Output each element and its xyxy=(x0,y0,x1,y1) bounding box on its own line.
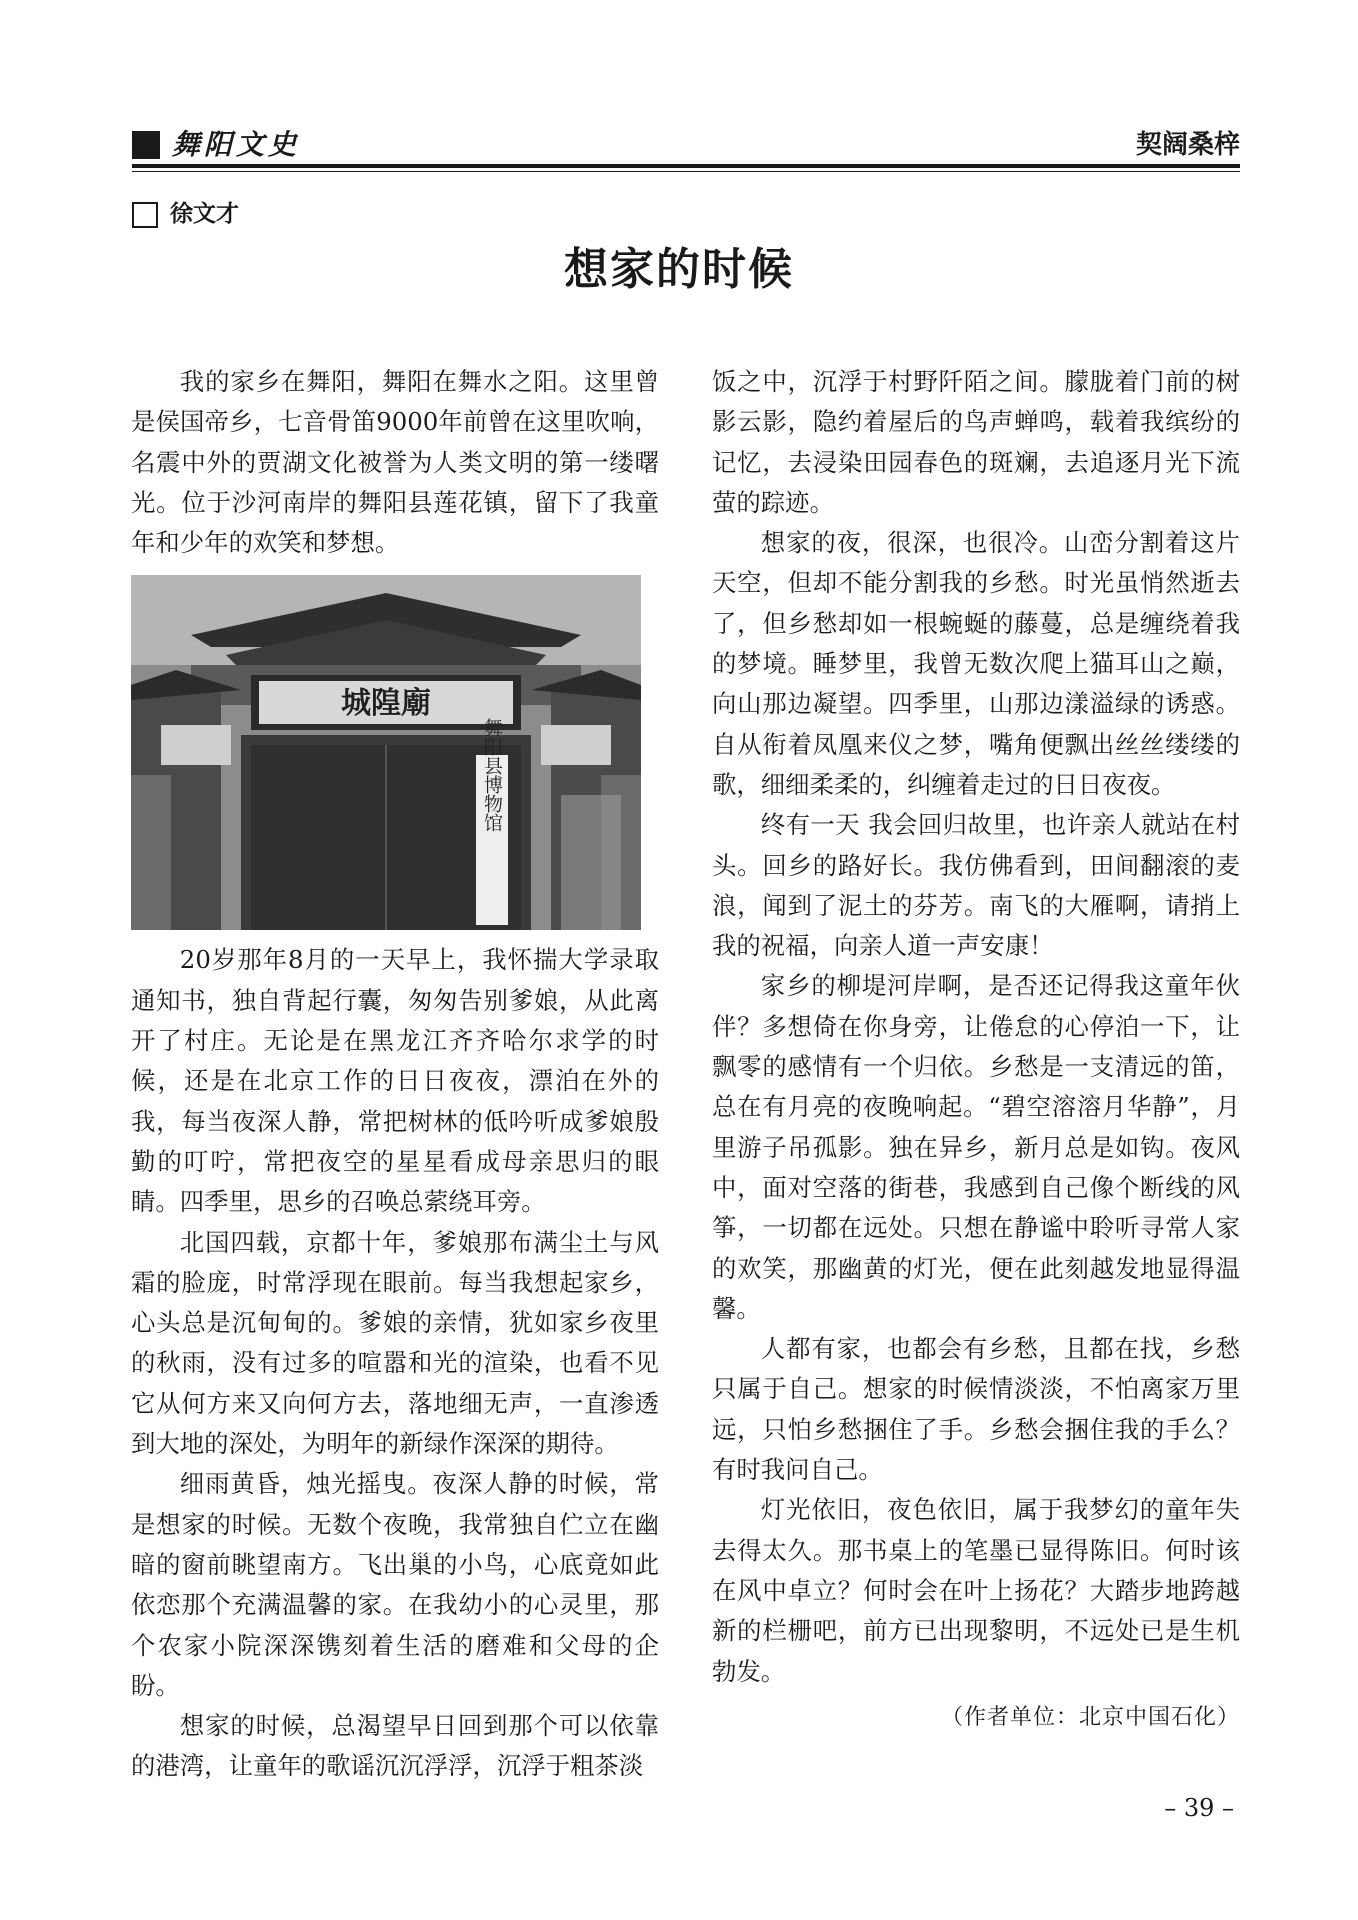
paragraph: 我的家乡在舞阳，舞阳在舞水之阳。这里曾是侯国帝乡，七音骨笛9000年前曾在这里吹响，名震中外的贾湖文化被誉为人类文明的第一缕曙光。位于沙河南岸的舞阳县莲花镇，留下了我童年和少年的欢笑和梦想。 xyxy=(131,367,659,558)
paragraph: 终有一天 我会回归故里，也许亲人就站在村头。回乡的路好长。我仿佛看到，田间翻滚的麦浪，闻到了泥土的芬芳。南飞的大雁啊，请捎上我的祝福，向亲人道一声安康！ xyxy=(712,810,1240,961)
temple-gate-photo xyxy=(131,575,641,930)
header-rule-thick xyxy=(132,164,1240,168)
paragraph-continued: 饭之中，沉浮于村野阡陌之间。朦胧着门前的树影云影，隐约着屋后的鸟声蝉鸣，载着我缤纷的记忆，去浸染田园春色的斑斓，去追逐月光下流萤的踪迹。 xyxy=(712,367,1240,517)
author-box-mark xyxy=(132,202,158,228)
author-name: 徐文才 xyxy=(170,201,239,227)
left-column xyxy=(131,362,659,1787)
paragraph: 灯光依旧，夜色依旧，属于我梦幻的童年失去得太久。那书桌上的笔墨已显得陈旧。何时该在风中卓立？何时会在叶上扬花？大踏步地跨越新的栏栅吧，前方已出现黎明，不远处已是生机勃发。 xyxy=(712,1495,1240,1686)
paragraph: 人都有家，也都会有乡愁，且都在找，乡愁只属于自己。想家的时候情淡淡，不怕离家万里远，只怕乡愁捆住了手。乡愁会捆住我的手么？有时我问自己。 xyxy=(712,1334,1240,1485)
right-column xyxy=(712,362,1240,1738)
running-header xyxy=(132,125,1240,165)
plaque-text: 城隍廟 xyxy=(341,686,431,722)
paragraph: 北国四载，京都十年，爹娘那布满尘土与风霜的脸庞，时常浮现在眼前。每当我想起家乡，心头总是沉甸甸的。爹娘的亲情，犹如家乡夜里的秋雨，没有过多的喧嚣和光的渲染，也看不见它从何方来又向何方去，落地细无声，一直渗透到大地的深处，为明年的新绿作深深的期待。 xyxy=(131,1227,659,1459)
page-number: – 39 – xyxy=(1164,1794,1234,1822)
author-affiliation: （作者单位：北京中国石化） xyxy=(940,1704,1240,1730)
paragraph: 家乡的柳堤河岸啊，是否还记得我这童年伙伴？多想倚在你身旁，让倦怠的心停泊一下，让飘零的感情有一个归依。乡愁是一支清远的笛，总在有月亮的夜晚响起。“碧空溶溶月华静”，月里游子吊孤影。独在异乡，新月总是如钩。夜风中，面对空落的街巷，我感到自己像个断线的风筝，一切都在远处。只想在静谧中聆听寻常人家的欢笑，那幽黄的灯光，便在此刻越发地显得温馨。 xyxy=(712,971,1240,1323)
paragraph: 20岁那年8月的一天早上，我怀揣大学录取通知书，独自背起行囊，匆匆告别爹娘，从此离开了村庄。无论是在黑龙江齐齐哈尔求学的时候，还是在北京工作的日日夜夜，漂泊在外的我，每当夜深人静，常把树林的低吟听成爹娘殷勤的叮咛，常把夜空的星星看成母亲思归的眼睛。四季里，思乡的召唤总萦绕耳旁。 xyxy=(131,945,659,1217)
magazine-name: 舞阳文史 xyxy=(172,128,301,161)
temple-gate-illustration xyxy=(131,575,641,930)
section-name: 契阔桑梓 xyxy=(1135,130,1240,160)
paragraph: 细雨黄昏，烛光摇曳。夜深人静的时候，常是想家的时候。无数个夜晚，我常独自伫立在幽暗的窗前眺望南方。飞出巢的小鸟，心底竟如此依恋那个充满温馨的家。在我幼小的心灵里，那个农家小院深深镌刻着生活的磨难和父母的企盼。 xyxy=(131,1469,659,1700)
paragraph: 想家的夜，很深，也很冷。山峦分割着这片天空，但却不能分割我的乡愁。时光虽悄然逝去了，但乡愁却如一根蜿蜒的藤蔓，总是缠绕着我的梦境。睡梦里，我曾无数次爬上猫耳山之巅，向山那边凝望。四季里，山那边漾溢绿的诱惑。自从衔着凤凰来仪之梦，嘴角便飘出丝丝缕缕的歌，细细柔柔的，纠缠着走过的日日夜夜。 xyxy=(712,528,1240,799)
paragraph: 想家的时候，总渴望早日回到那个可以依靠的港湾，让童年的歌谣沉沉浮浮，沉浮于粗茶淡 xyxy=(131,1711,659,1781)
museum-sign: 舞阳县博物馆 xyxy=(481,718,503,833)
header-rule-thin xyxy=(132,171,1240,172)
header-square-mark xyxy=(132,131,160,159)
article-title: 想家的时候 xyxy=(564,244,794,295)
